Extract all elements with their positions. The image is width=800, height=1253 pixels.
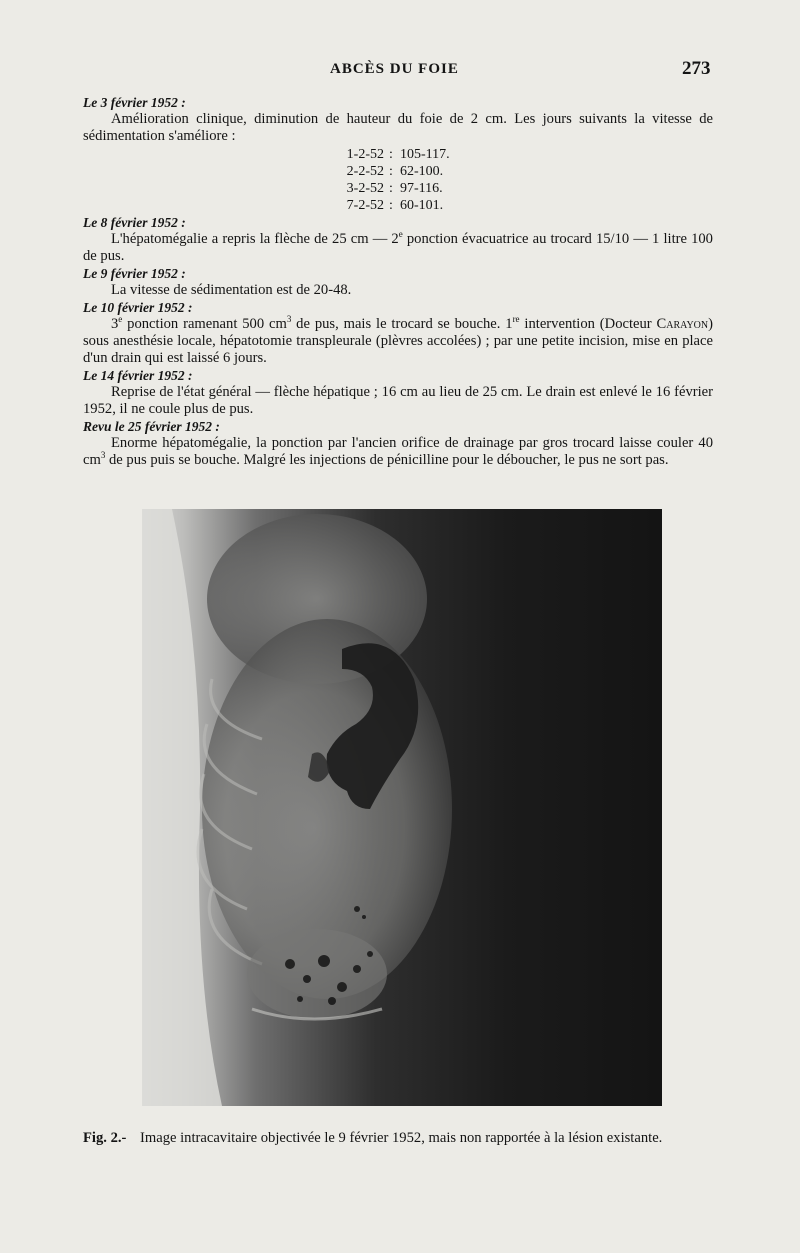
entry-8-fevrier	[83, 214, 713, 265]
surgeon-name: Carayon	[656, 316, 709, 332]
entry-text: Reprise de l'état général — flèche hépatique ; 16 cm au lieu de 25 cm. Le drain est enlevé le 16 février 1952, il ne coule plus de pus.	[83, 384, 713, 417]
sed-date: 7-2-52	[346, 198, 384, 213]
entry-text: 3e ponction ramenant 500 $cm^3$ de pus, mais le trocard se bouche. 1re intervention (Docteur Carayon) sous anesthésie locale, hépatotomie transpleurale (plèvres accolées) ; par une petite incision, mise en place d'un drain qui est laissé 6 jours.	[83, 314, 714, 366]
sed-date: 2-2-52	[346, 164, 384, 179]
page-number: 273	[682, 58, 711, 79]
entry-text: Amélioration clinique, diminution de hauteur du foie de 2 cm. Les jours suivants la vitesse de sédimentation s'améliore :	[83, 111, 713, 144]
sed-date: 1-2-52	[346, 147, 384, 162]
clinical-notes	[83, 94, 713, 469]
table-row: 3-2-52 : 97-116.	[324, 180, 450, 197]
radiograph-image	[142, 509, 662, 1106]
sed-value: 62-100.	[400, 164, 444, 179]
entry-25-fevrier	[83, 418, 713, 469]
entry-9-fevrier	[83, 265, 713, 299]
entry-date: Le 10 février 1952 :	[83, 300, 193, 315]
entry-text: L'hépatomégalie a repris la flèche de 25 cm — 2e ponction évacuatrice au trocard 15/10 — 1 litre 100 de pus.	[83, 229, 713, 264]
sed-value: 105-117.	[400, 147, 450, 162]
table-row: 1-2-52 : 105-117.	[324, 146, 450, 163]
caption-text: Image intracavitaire objectivée le 9 février 1952, mais non rapportée à la lésion existante.	[140, 1130, 663, 1146]
entry-text: Enorme hépatomégalie, la ponction par l'ancien orifice de drainage par gros trocard laisse couler 40 $cm^3$ de pus puis se bouche. Malgré les injections de pénicilline pour le déboucher, le pus ne sort pas.	[83, 435, 713, 468]
sed-value: 60-101.	[400, 198, 444, 213]
entry-date: Le 8 février 1952 :	[83, 215, 186, 230]
caption-label: Fig. 2.-	[83, 1130, 127, 1146]
entry-date: Le 3 février 1952 :	[83, 95, 186, 110]
entry-text: La vitesse de sédimentation est de 20-48.	[111, 282, 352, 298]
entry-10-fevrier	[83, 299, 713, 367]
entry-date: Revu le 25 février 1952 :	[83, 419, 220, 434]
sedimentation-table	[324, 146, 450, 214]
entry-date: Le 14 février 1952 :	[83, 368, 193, 383]
table-row: 7-2-52 : 60-101.	[324, 197, 450, 214]
sed-date: 3-2-52	[346, 181, 384, 196]
running-header	[0, 58, 800, 82]
figure-caption	[83, 1130, 713, 1147]
running-title: ABCÈS DU FOIE	[330, 61, 459, 77]
entry-14-fevrier	[83, 367, 713, 418]
entry-date: Le 9 février 1952 :	[83, 266, 186, 281]
radiograph-figure	[142, 509, 662, 1106]
sed-value: 97-116.	[400, 181, 443, 196]
table-row: 2-2-52 : 62-100.	[324, 163, 450, 180]
entry-3-fevrier	[83, 94, 713, 214]
